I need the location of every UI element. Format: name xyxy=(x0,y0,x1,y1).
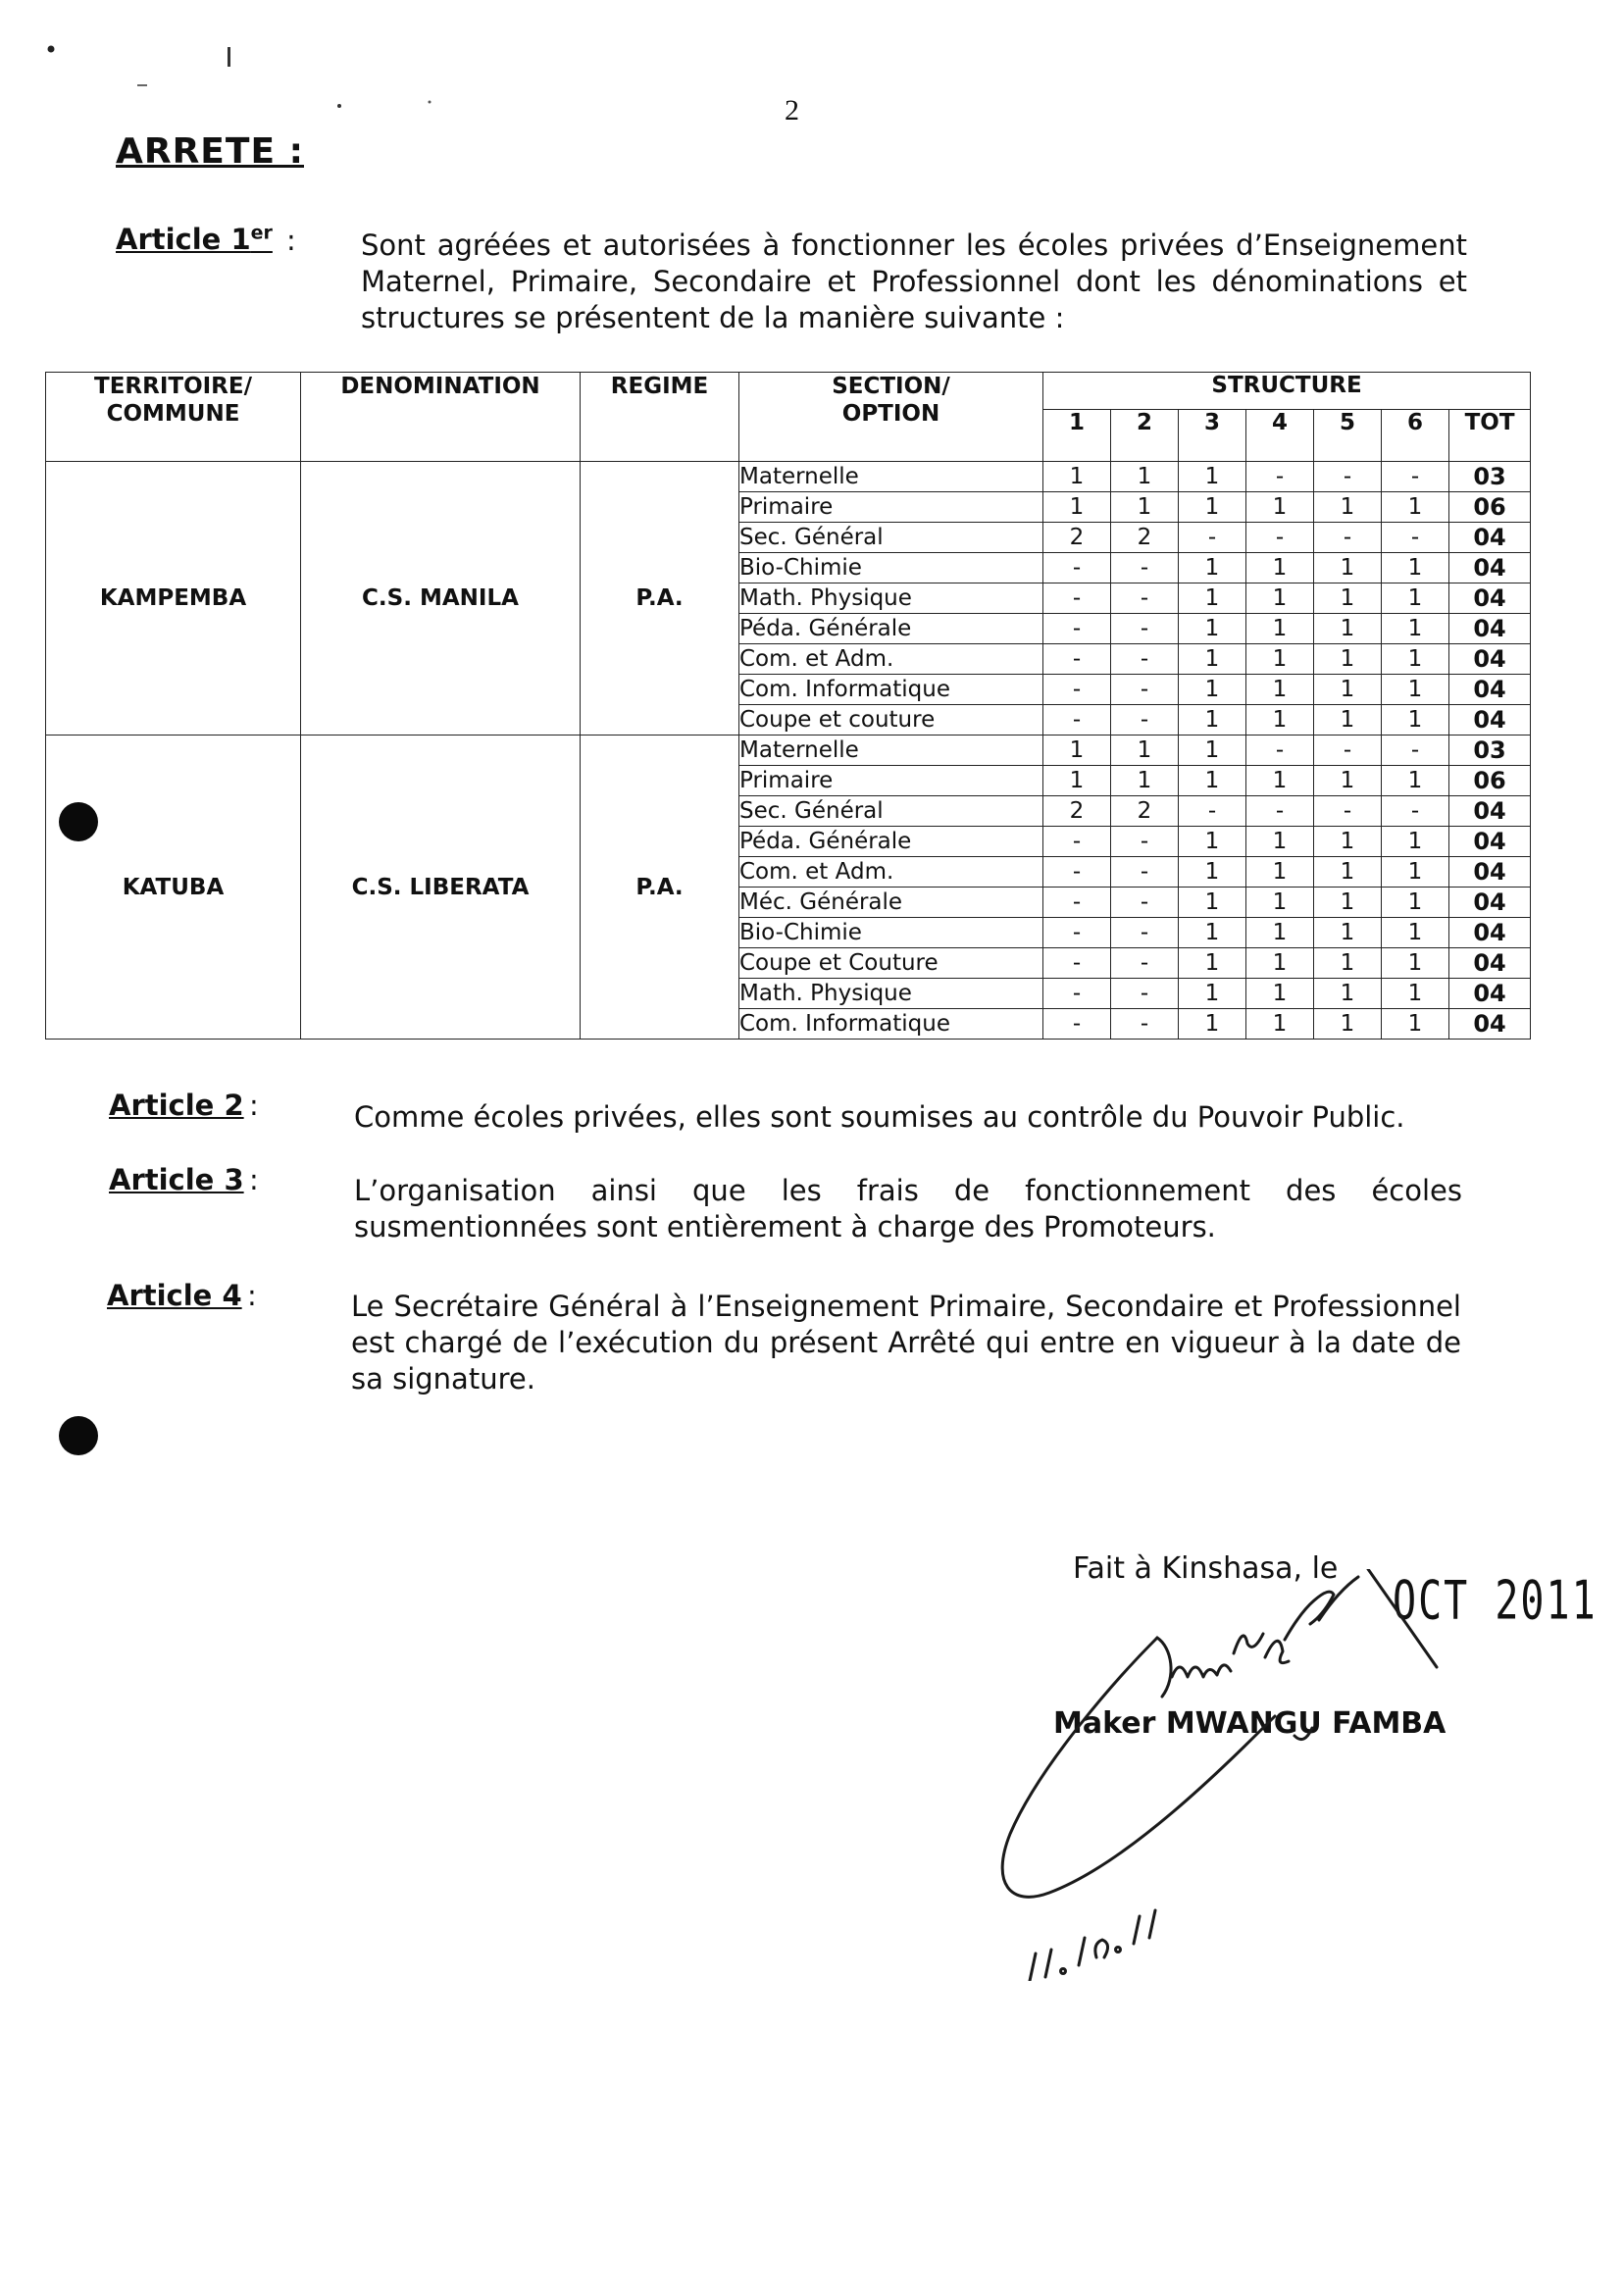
header-col-2: 2 xyxy=(1111,410,1179,462)
header-col-5: 5 xyxy=(1314,410,1382,462)
structure-cell-4: 1 xyxy=(1246,888,1314,918)
section-option-cell: Com. Informatique xyxy=(739,675,1043,705)
structure-cell-1: - xyxy=(1043,614,1111,644)
structure-cell-6: 1 xyxy=(1382,492,1449,523)
total-cell: 04 xyxy=(1449,979,1531,1009)
section-option-cell: Bio-Chimie xyxy=(739,553,1043,583)
header-col-tot: TOT xyxy=(1449,410,1531,462)
signer-name: Maker MWANGU FAMBA xyxy=(1053,1706,1446,1741)
total-cell: 04 xyxy=(1449,796,1531,827)
article-4-colon: : xyxy=(247,1279,257,1312)
structure-cell-3: 1 xyxy=(1179,705,1246,736)
structure-cell-2: - xyxy=(1111,1009,1179,1040)
structure-cell-1: - xyxy=(1043,705,1111,736)
header-denomination: DENOMINATION xyxy=(301,373,581,462)
structure-cell-4: 1 xyxy=(1246,675,1314,705)
structure-cell-2: 2 xyxy=(1111,523,1179,553)
header-col-4: 4 xyxy=(1246,410,1314,462)
structure-cell-6: 1 xyxy=(1382,888,1449,918)
article-1-label: Article 1er xyxy=(116,222,273,256)
structure-cell-6: 1 xyxy=(1382,644,1449,675)
structure-cell-6: 1 xyxy=(1382,979,1449,1009)
structure-cell-5: - xyxy=(1314,796,1382,827)
article-3-text: L’organisation ainsi que les frais de fonctionnement des écoles susmentionnées sont entièrement à charge des Promoteurs. xyxy=(354,1174,1462,1243)
total-cell: 04 xyxy=(1449,888,1531,918)
structure-cell-4: 1 xyxy=(1246,857,1314,888)
structure-cell-2: - xyxy=(1111,827,1179,857)
structure-cell-1: 1 xyxy=(1043,736,1111,766)
total-cell: 04 xyxy=(1449,614,1531,644)
structure-cell-4: 1 xyxy=(1246,918,1314,948)
structure-cell-1: 1 xyxy=(1043,492,1111,523)
structure-cell-2: - xyxy=(1111,918,1179,948)
table-body xyxy=(46,462,1531,1040)
structure-cell-5: 1 xyxy=(1314,614,1382,644)
structure-cell-5: 1 xyxy=(1314,492,1382,523)
structure-cell-4: 1 xyxy=(1246,492,1314,523)
total-cell: 04 xyxy=(1449,675,1531,705)
structure-cell-6: 1 xyxy=(1382,1009,1449,1040)
total-cell: 04 xyxy=(1449,583,1531,614)
structure-cell-2: 1 xyxy=(1111,736,1179,766)
structure-cell-5: 1 xyxy=(1314,888,1382,918)
header-col-6: 6 xyxy=(1382,410,1449,462)
structure-cell-1: - xyxy=(1043,948,1111,979)
header-territoire: TERRITOIRE/ COMMUNE xyxy=(46,373,301,462)
article-1-text: Sont agréées et autorisées à fonctionner les écoles privées d’Enseignement Maternel, Primaire, Secondaire et Professionnel dont les dénominations et structures se présentent de la manière suivante : xyxy=(361,228,1467,334)
structure-cell-6: 1 xyxy=(1382,553,1449,583)
structure-cell-2: - xyxy=(1111,553,1179,583)
structure-cell-5: 1 xyxy=(1314,705,1382,736)
section-option-cell: Math. Physique xyxy=(739,979,1043,1009)
territoire-cell: KAMPEMBA xyxy=(46,462,301,736)
regime-cell: P.A. xyxy=(581,736,739,1040)
structure-cell-2: - xyxy=(1111,583,1179,614)
section-option-cell: Péda. Générale xyxy=(739,614,1043,644)
section-option-cell: Math. Physique xyxy=(739,583,1043,614)
structure-cell-5: 1 xyxy=(1314,583,1382,614)
structure-cell-2: 1 xyxy=(1111,492,1179,523)
section-option-cell: Com. et Adm. xyxy=(739,857,1043,888)
handwritten-signature xyxy=(971,1569,1520,1981)
header-col-1: 1 xyxy=(1043,410,1111,462)
total-cell: 04 xyxy=(1449,827,1531,857)
schools-structure-table xyxy=(45,372,1531,1040)
structure-cell-5: - xyxy=(1314,462,1382,492)
structure-cell-1: - xyxy=(1043,1009,1111,1040)
structure-cell-1: - xyxy=(1043,583,1111,614)
header-structure: STRUCTURE xyxy=(1043,373,1531,410)
structure-cell-1: - xyxy=(1043,979,1111,1009)
denomination-cell: C.S. MANILA xyxy=(301,462,581,736)
total-cell: 06 xyxy=(1449,766,1531,796)
section-option-cell: Com. et Adm. xyxy=(739,644,1043,675)
table-row xyxy=(46,462,1531,492)
structure-cell-5: 1 xyxy=(1314,827,1382,857)
article-3-colon: : xyxy=(249,1163,259,1196)
structure-cell-5: 1 xyxy=(1314,979,1382,1009)
structure-cell-1: - xyxy=(1043,675,1111,705)
structure-cell-3: 1 xyxy=(1179,827,1246,857)
structure-cell-4: - xyxy=(1246,736,1314,766)
structure-cell-1: 2 xyxy=(1043,796,1111,827)
punch-hole-dot xyxy=(59,802,98,841)
structure-cell-3: 1 xyxy=(1179,492,1246,523)
punch-hole-dot xyxy=(59,1416,98,1455)
structure-cell-1: - xyxy=(1043,857,1111,888)
structure-cell-2: - xyxy=(1111,948,1179,979)
structure-cell-3: - xyxy=(1179,796,1246,827)
section-option-cell: Coupe et couture xyxy=(739,705,1043,736)
structure-cell-4: 1 xyxy=(1246,1009,1314,1040)
structure-cell-3: 1 xyxy=(1179,1009,1246,1040)
structure-cell-3: 1 xyxy=(1179,888,1246,918)
structure-cell-1: - xyxy=(1043,644,1111,675)
structure-cell-2: 2 xyxy=(1111,796,1179,827)
structure-cell-2: - xyxy=(1111,675,1179,705)
structure-cell-5: 1 xyxy=(1314,948,1382,979)
structure-cell-5: 1 xyxy=(1314,766,1382,796)
total-cell: 04 xyxy=(1449,948,1531,979)
header-regime: REGIME xyxy=(581,373,739,462)
article-2-label: Article 2 xyxy=(109,1089,244,1122)
structure-cell-4: 1 xyxy=(1246,644,1314,675)
structure-cell-5: - xyxy=(1314,523,1382,553)
structure-cell-5: 1 xyxy=(1314,857,1382,888)
header-section: SECTION/ OPTION xyxy=(739,373,1043,462)
structure-cell-3: 1 xyxy=(1179,644,1246,675)
structure-cell-6: 1 xyxy=(1382,583,1449,614)
section-option-cell: Maternelle xyxy=(739,736,1043,766)
structure-cell-2: - xyxy=(1111,705,1179,736)
total-cell: 04 xyxy=(1449,553,1531,583)
structure-cell-1: - xyxy=(1043,888,1111,918)
header-col-3: 3 xyxy=(1179,410,1246,462)
structure-cell-2: - xyxy=(1111,614,1179,644)
total-cell: 04 xyxy=(1449,918,1531,948)
place-date-label: Fait à Kinshasa, le xyxy=(1073,1551,1339,1586)
structure-cell-6: 1 xyxy=(1382,614,1449,644)
structure-cell-1: 2 xyxy=(1043,523,1111,553)
section-option-cell: Bio-Chimie xyxy=(739,918,1043,948)
structure-cell-4: 1 xyxy=(1246,705,1314,736)
structure-cell-3: 1 xyxy=(1179,948,1246,979)
structure-cell-6: - xyxy=(1382,796,1449,827)
structure-cell-3: 1 xyxy=(1179,766,1246,796)
section-option-cell: Maternelle xyxy=(739,462,1043,492)
total-cell: 06 xyxy=(1449,492,1531,523)
regime-cell: P.A. xyxy=(581,462,739,736)
denomination-cell: C.S. LIBERATA xyxy=(301,736,581,1040)
structure-cell-4: - xyxy=(1246,796,1314,827)
structure-cell-5: 1 xyxy=(1314,675,1382,705)
structure-cell-3: 1 xyxy=(1179,918,1246,948)
section-option-cell: Sec. Général xyxy=(739,523,1043,553)
structure-cell-5: - xyxy=(1314,736,1382,766)
section-option-cell: Péda. Générale xyxy=(739,827,1043,857)
total-cell: 04 xyxy=(1449,644,1531,675)
total-cell: 03 xyxy=(1449,462,1531,492)
structure-cell-1: - xyxy=(1043,553,1111,583)
structure-cell-4: 1 xyxy=(1246,979,1314,1009)
structure-cell-4: 1 xyxy=(1246,827,1314,857)
article-3-label: Article 3 xyxy=(109,1163,244,1196)
structure-cell-1: - xyxy=(1043,827,1111,857)
structure-cell-3: 1 xyxy=(1179,675,1246,705)
total-cell: 04 xyxy=(1449,523,1531,553)
structure-cell-5: 1 xyxy=(1314,553,1382,583)
structure-cell-3: 1 xyxy=(1179,583,1246,614)
structure-cell-6: 1 xyxy=(1382,918,1449,948)
section-option-cell: Com. Informatique xyxy=(739,1009,1043,1040)
structure-cell-4: - xyxy=(1246,462,1314,492)
structure-cell-3: 1 xyxy=(1179,553,1246,583)
date-stamp: OCT 2011 xyxy=(1393,1571,1598,1633)
structure-cell-6: - xyxy=(1382,736,1449,766)
total-cell: 03 xyxy=(1449,736,1531,766)
section-option-cell: Méc. Générale xyxy=(739,888,1043,918)
structure-cell-6: - xyxy=(1382,462,1449,492)
page-number: 2 xyxy=(785,94,799,127)
section-option-cell: Primaire xyxy=(739,766,1043,796)
territoire-cell: KATUBA xyxy=(46,736,301,1040)
structure-cell-2: 1 xyxy=(1111,462,1179,492)
structure-cell-3: 1 xyxy=(1179,979,1246,1009)
structure-cell-5: 1 xyxy=(1314,918,1382,948)
total-cell: 04 xyxy=(1449,705,1531,736)
structure-cell-3: 1 xyxy=(1179,614,1246,644)
structure-cell-6: 1 xyxy=(1382,948,1449,979)
total-cell: 04 xyxy=(1449,857,1531,888)
table-row xyxy=(46,736,1531,766)
structure-cell-5: 1 xyxy=(1314,1009,1382,1040)
structure-cell-3: 1 xyxy=(1179,462,1246,492)
structure-cell-1: 1 xyxy=(1043,462,1111,492)
article-2-text: Comme écoles privées, elles sont soumises au contrôle du Pouvoir Public. xyxy=(354,1100,1405,1134)
structure-cell-2: - xyxy=(1111,644,1179,675)
section-option-cell: Sec. Général xyxy=(739,796,1043,827)
scan-specks xyxy=(0,0,1624,137)
structure-cell-4: 1 xyxy=(1246,614,1314,644)
structure-cell-4: 1 xyxy=(1246,766,1314,796)
article-4-text: Le Secrétaire Général à l’Enseignement Primaire, Secondaire et Professionnel est chargé de l’exécution du présent Arrêté qui entre en vigueur à la date de sa signature. xyxy=(351,1290,1461,1395)
structure-cell-4: 1 xyxy=(1246,948,1314,979)
structure-cell-5: 1 xyxy=(1314,644,1382,675)
structure-cell-4: - xyxy=(1246,523,1314,553)
structure-cell-4: 1 xyxy=(1246,583,1314,614)
structure-cell-4: 1 xyxy=(1246,553,1314,583)
article-2-colon: : xyxy=(249,1089,259,1122)
structure-cell-6: 1 xyxy=(1382,675,1449,705)
total-cell: 04 xyxy=(1449,1009,1531,1040)
structure-cell-3: 1 xyxy=(1179,857,1246,888)
structure-cell-3: - xyxy=(1179,523,1246,553)
structure-cell-2: - xyxy=(1111,888,1179,918)
structure-cell-6: - xyxy=(1382,523,1449,553)
structure-cell-6: 1 xyxy=(1382,766,1449,796)
structure-cell-2: - xyxy=(1111,857,1179,888)
structure-cell-6: 1 xyxy=(1382,827,1449,857)
structure-cell-1: 1 xyxy=(1043,766,1111,796)
article-1-colon: : xyxy=(286,224,296,257)
decree-heading: ARRETE : xyxy=(116,131,304,172)
section-option-cell: Coupe et Couture xyxy=(739,948,1043,979)
structure-cell-6: 1 xyxy=(1382,705,1449,736)
structure-cell-3: 1 xyxy=(1179,736,1246,766)
structure-cell-2: - xyxy=(1111,979,1179,1009)
structure-cell-2: 1 xyxy=(1111,766,1179,796)
section-option-cell: Primaire xyxy=(739,492,1043,523)
structure-cell-6: 1 xyxy=(1382,857,1449,888)
structure-cell-1: - xyxy=(1043,918,1111,948)
article-4-label: Article 4 xyxy=(107,1279,242,1312)
